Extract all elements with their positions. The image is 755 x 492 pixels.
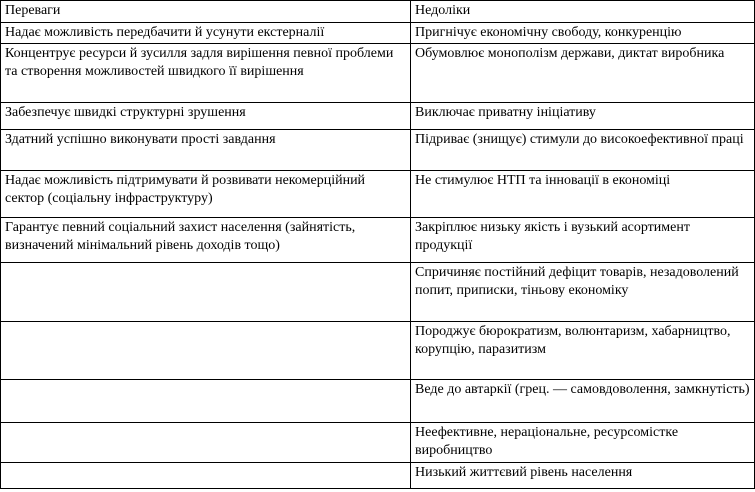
disadvantage-cell: Веде до автаркії (грец. — самовдоволення, замкнутість) [411, 380, 755, 423]
advantage-cell: Забезпечує швидкі структурні зрушення [1, 103, 411, 130]
disadvantage-cell: Спричиняє постійний дефіцит товарів, незадоволений попит, приписки, тіньову економіку [411, 263, 755, 322]
advantage-cell: Здатний успішно виконувати прості завдання [1, 130, 411, 171]
table-row [1, 423, 755, 463]
disadvantage-cell: Неефективне, нераціональне, ресурсомістке виробництво [411, 423, 755, 463]
disadvantage-cell: Пригнічує економічну свободу, конкуренцію [411, 23, 755, 44]
table-header-row [1, 1, 755, 23]
advantage-cell: Надає можливість підтримувати й розвивати некомерційний сектор (соціальну інфраструктуру) [1, 171, 411, 218]
disadvantage-cell: Виключає приватну ініціативу [411, 103, 755, 130]
table-row [1, 380, 755, 423]
table-row [1, 23, 755, 44]
advantage-cell: Надає можливість передбачити й усунути екстерналії [1, 23, 411, 44]
table-row [1, 103, 755, 130]
advantage-cell [1, 380, 411, 423]
advantage-cell [1, 322, 411, 380]
advantage-cell [1, 463, 411, 489]
advantage-cell: Концентрує ресурси й зусилля задля вирішення певної проблеми та створення можливостей швидкого її вирішення [1, 44, 411, 103]
table-row [1, 130, 755, 171]
table-row [1, 322, 755, 380]
table-row [1, 463, 755, 489]
table-row [1, 44, 755, 103]
disadvantage-cell: Не стимулює НТП та інновації в економіці [411, 171, 755, 218]
table-row [1, 218, 755, 263]
header-advantages: Переваги [1, 1, 411, 23]
table-row [1, 171, 755, 218]
disadvantage-cell: Породжує бюрократизм, волюнтаризм, хабарництво, корупцію, паразитизм [411, 322, 755, 380]
advantage-cell [1, 423, 411, 463]
header-disadvantages: Недоліки [411, 1, 755, 23]
disadvantage-cell: Обумовлює монополізм держави, диктат виробника [411, 44, 755, 103]
advantage-cell: Гарантує певний соціальний захист населення (зайнятість, визначений мінімальний рівень доходів тощо) [1, 218, 411, 263]
disadvantage-cell: Низький життєвий рівень населення [411, 463, 755, 489]
table-row [1, 263, 755, 322]
advantage-cell [1, 263, 411, 322]
disadvantage-cell: Закріплює низьку якість і вузький асортимент продукції [411, 218, 755, 263]
disadvantage-cell: Підриває (знищує) стимули до високоефективної праці [411, 130, 755, 171]
